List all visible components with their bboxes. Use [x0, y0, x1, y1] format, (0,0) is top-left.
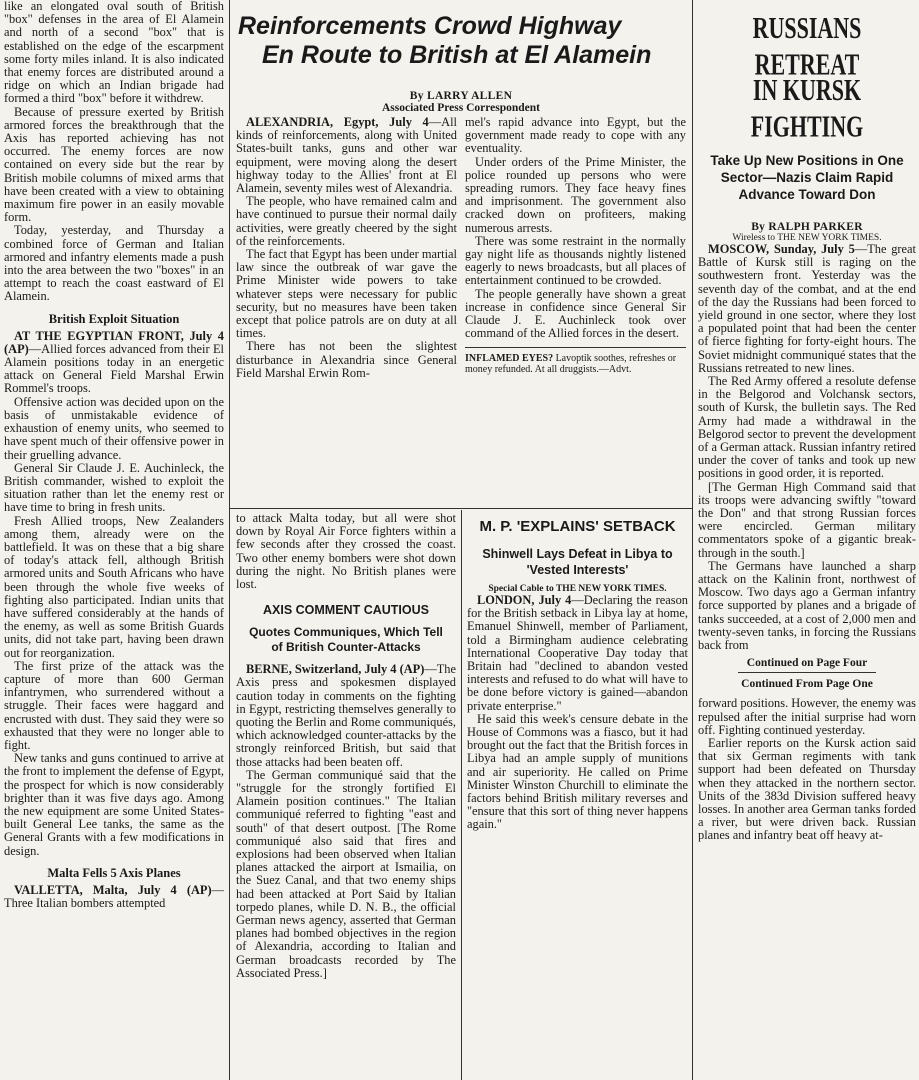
- column-rule-1: [229, 0, 230, 1080]
- center-byline: By LARRY ALLEN: [409, 90, 513, 102]
- col1-front-para-1: —Allied forces advanced from their El Alamein positions today in an energetic attack on General Field Marshal Erwin Rommel's troops.: [4, 341, 224, 396]
- col2-para-1: —The Axis press and spokesmen displayed caution today in comments on the fighting in Egypt, restricting themselves generally to quoting the Berlin and Rome communiqués, which acknowledged counter-attacks by the strongly reinforced British, but said that those attacks had been beaten off.: [236, 662, 456, 769]
- col4-headline-line-1: RUSSIANS RETREAT: [752, 10, 862, 82]
- center-right-para-4: The people generally have shown a great increase in confidence since General Sir Claude J. E. Auchinleck took over command of the Allied forces in the desert.: [465, 286, 686, 341]
- col4-continued-from: Continued From Page One: [741, 678, 873, 691]
- center-left-para-1: —All kinds of reinforcements, along with United States-built tanks, guns and other war equipment, were moving along the desert highway today to the Allies' front at El Alamein, seventy miles west of Alexandria.: [236, 116, 457, 196]
- col3-headline: M. P. 'EXPLAINS' SETBACK: [479, 518, 676, 535]
- col3-para-2: He said this week's censure debate in the House of Commons was a fiasco, but it had brought out the fact that the British forces in Libya had an ample supply of munitions and air superiority. He called on Prime Minister Winston Churchill to eliminate the factors behind British military reverses and "ensure that this sort of thing never happens again.": [467, 711, 688, 832]
- col4-dateline: MOSCOW, Sunday, July 5: [708, 242, 855, 256]
- center-left-para-2: The people, who have remained calm and have continued to pursue their normal daily activities, were greatly cheered by the sight of the reinforcements.: [236, 194, 457, 248]
- center-right-column: [465, 116, 686, 380]
- center-right-para-2: Under orders of the Prime Minister, the police rounded up persons who were spreading rumors. They face heavy fines and imprisonment. The government also cracked down on profiteers, making numerous arrests.: [465, 154, 686, 235]
- col4-para-2: The Red Army offered a resolute defense in the Belgorod and Volchansk sectors, south of Kursk, the bulletin says. The Red Army had made a withdrawal in the Belgorod sector to prevent the development of a German attack. Russian infantry retired under the cover of tanks and took up new positions in good order, it is reported.: [698, 374, 916, 481]
- col2-continuation: to attack Malta today, but all were shot down by Royal Air Force fighters within a few seconds after they crossed the coast. Two other enemy bombers were shot down during the night. No British planes were lost.: [236, 512, 456, 592]
- col1-malta-text: —Three Italian bombers attempted: [4, 882, 224, 910]
- column-1: [4, 0, 224, 1080]
- ad-bold: INFLAMED EYES?: [465, 353, 554, 365]
- center-left-para-3: The fact that Egypt has been under martial law since the outbreak of war gave the Prime Minister wide powers to take whatever steps were necessary for public security, but no measures have been taken except that police patrols are on duty at all times.: [236, 247, 457, 341]
- col3-dateline: LONDON, July 4: [477, 593, 572, 607]
- col4-credit: Wireless to THE NEW YORK TIMES.: [732, 233, 882, 243]
- col1-front-dateline: AT THE EGYPTIAN FRONT, July 4 (AP): [4, 328, 224, 356]
- col4-para-3: [The German High Command said that its troops were advancing swiftly "toward the Don" and that strong Russian forces were encircled. German military commentators spoke of a gigantic break-through in the south.]: [698, 479, 916, 560]
- col4-para-1: —The great Battle of Kursk still is raging on the southwestern front. Yesterday was the seventh day of the combat, and at the end of the day the Russians had been forced to yield ground in one sector, where they lost a populated point that had been the center of fierce fighting for forty-eight hours. The Soviet midnight communiqué states that the Russians retreated to new lines.: [698, 242, 916, 375]
- col1-malta-dateline: VALLETTA, Malta, July 4 (AP): [14, 882, 212, 897]
- col4-subheadline: Take Up New Positions in One Sector—Nazis Claim Rapid Advance Toward Don: [710, 153, 904, 202]
- col4-continued-rule: [738, 672, 876, 673]
- center-right-para-3: There was some restraint in the normally gay night life as thousands nightly listened eagerly to news broadcasts, but all places of entertainment continued to be crowded.: [465, 233, 686, 288]
- center-dateline-para: [236, 116, 457, 195]
- col1-front-para-4: Fresh Allied troops, New Zealanders among them, already were on the battlefield. It was on these that a big share of today's attack fell, although British armored units and South Africans who have been through the whole five weeks of fighting also participated. Indian units that have suffered considerably at the hands of the enemy, as well as some British Guards units, did not take part, having been drawn out for reorganization.: [4, 513, 224, 660]
- center-left-column: [236, 116, 457, 380]
- ad-inflamed-eyes: [465, 353, 686, 375]
- column-3: [467, 512, 688, 1080]
- center-right-para-1: mel's rapid advance into Egypt, but the government made ready to cope with any eventuality.: [465, 116, 686, 156]
- column-4: [698, 0, 916, 1080]
- col2-para-2: The German communiqué said that the "struggle for the strongly fortified El Alamein position continues." The Italian communiqué referred to fighting "east and south" of that desert outpost. [The Rome communiqué also said that fires and explosions had been observed when Italian planes attacked the airport at Ismailia, on the Suez Canal, and that two enemy ships had been attacked at Port Said by Italian torpedo planes, while D. N. B., the official German news agency, asserted that German planes had bombed objectives in the region of Alexandria, according to Italian and German broadcasts recorded by The Associated Press.]: [236, 767, 456, 980]
- center-story-bottom-rule: [230, 508, 692, 509]
- col3-para-1: —Declaring the reason for the British setback in Libya lay at home, Emanuel Shinwell, member of Parliament, told a Birmingham audience celebrating International Cooperative Day today that Britain had "declined to abandon vested interests and refused to do what will have to be done before victory is gained—abandon private enterprise.": [467, 593, 688, 713]
- center-headline-line-2: En Route to British at El Alamein: [262, 41, 652, 69]
- col4-cont-para-1: forward positions. However, the enemy was repulsed after the initial surprise had worn off. Fighting continued yesterday.: [698, 696, 916, 737]
- center-top-story: [236, 0, 686, 505]
- col2-subheadline: Quotes Communiques, Which Tell of British Counter-Attacks: [249, 625, 443, 655]
- column-rule-2: [692, 0, 693, 1080]
- ad-text: Lavoptik soothes, refreshes or money refunded. At all druggists.—Advt.: [465, 353, 677, 376]
- center-left-para-4: There has not been the slightest disturbance in Alexandria since General Field Marshal Erwin Rom-: [236, 339, 457, 380]
- col1-front-para-5: The first prize of the attack was the capture of more than 600 German infantrymen, who surrendered without a struggle. Their faces were haggard and encrusted with dust. They said they were so exhausted that they were no longer able to fight.: [4, 658, 224, 752]
- col1-front-para-2: Offensive action was decided upon on the basis of unmistakable evidence of exhaustion of enemy units, who seemed to have spent much of their offensive power in their gruelling advance.: [4, 394, 224, 462]
- col1-front-dateline-para: [4, 330, 224, 396]
- col3-subheadline: Shinwell Lays Defeat in Libya to 'Vested Interests': [482, 547, 673, 577]
- col1-subhead-exploit: British Exploit Situation: [48, 311, 180, 326]
- col4-continued-on: Continued on Page Four: [746, 657, 868, 670]
- col1-para-1: like an elongated oval south of British "box" defenses in the area of El Alamein and north of a second "box" that is established on the edge of the escarpment some forty miles inland. It is also indicated that enemy forces are distributed around a ridge on which an Indian brigade had formed a third "box" before it withdrew.: [4, 0, 224, 106]
- col2-dateline: BERNE, Switzerland, July 4 (AP): [246, 662, 425, 677]
- col1-malta-para: [4, 884, 224, 910]
- center-text-columns: [236, 116, 686, 380]
- col4-headline-line-2: IN KURSK FIGHTING: [750, 72, 864, 144]
- column-rule-3: [461, 510, 462, 1080]
- col1-para-2: Because of pressure exerted by British armored forces the breakthrough that the Axis has reported achieving has not occurred. The enemy forces are now contained on every side but the rear by British mobile columns of mixed arms that have been created with a view to obtaining maximum fire power in an easily movable form.: [4, 104, 224, 225]
- center-dateline: ALEXANDRIA, Egypt, July 4: [246, 116, 429, 129]
- col1-front-para-6: New tanks and guns continued to arrive at the front to implement the defense of Egypt, the prospect for which is now considerably brighter than it was five days ago. Among the new equipment are some United States-built General Lee tanks, the same as the General Grants with a few modifications in design.: [4, 751, 224, 858]
- col2-dateline-para: [236, 663, 456, 769]
- col3-dateline-para: [467, 594, 688, 713]
- center-headline-line-1: Reinforcements Crowd Highway: [238, 12, 622, 40]
- center-credit: Associated Press Correspondent: [381, 102, 540, 114]
- col1-subhead-malta: Malta Fells 5 Axis Planes: [47, 865, 181, 880]
- column-2: [236, 512, 456, 1080]
- col4-dateline-para: [698, 243, 916, 375]
- col4-para-4: The Germans have launched a sharp attack on the Kalinin front, northwest of Moscow. Two days ago a German infantry force supported by planes and a brigade of tanks succeeded, at a cost of 2,000 men and twenty-seven tanks, in forcing the Russians back from: [698, 558, 916, 653]
- col4-cont-para-2: Earlier reports on the Kursk action said that six German regiments with tank support had been defeated on Thursday when they attacked in the northern sector. Units of the 383d Division suffered heavy losses. In another area German tanks forded a river, but were driven back. Russian planes and infantry beat off heavy at-: [698, 735, 916, 843]
- col1-front-para-3: General Sir Claude J. E. Auchinleck, the British commander, wished to exploit the situation rather than let the enemy rest or have time to bring in fresh units.: [4, 460, 224, 515]
- col1-para-3: Today, yesterday, and Thursday a combined force of German and Italian armored and infantry elements made a push into the area between the two "boxes" in an attempt to reach the coast eastward of El Alamein.: [4, 223, 224, 304]
- col2-headline: AXIS COMMENT CAUTIOUS: [263, 603, 429, 618]
- col3-credit: Special Cable to THE NEW YORK TIMES.: [488, 584, 667, 594]
- col4-byline: By RALPH PARKER: [751, 221, 863, 233]
- ad-rule: [465, 347, 686, 348]
